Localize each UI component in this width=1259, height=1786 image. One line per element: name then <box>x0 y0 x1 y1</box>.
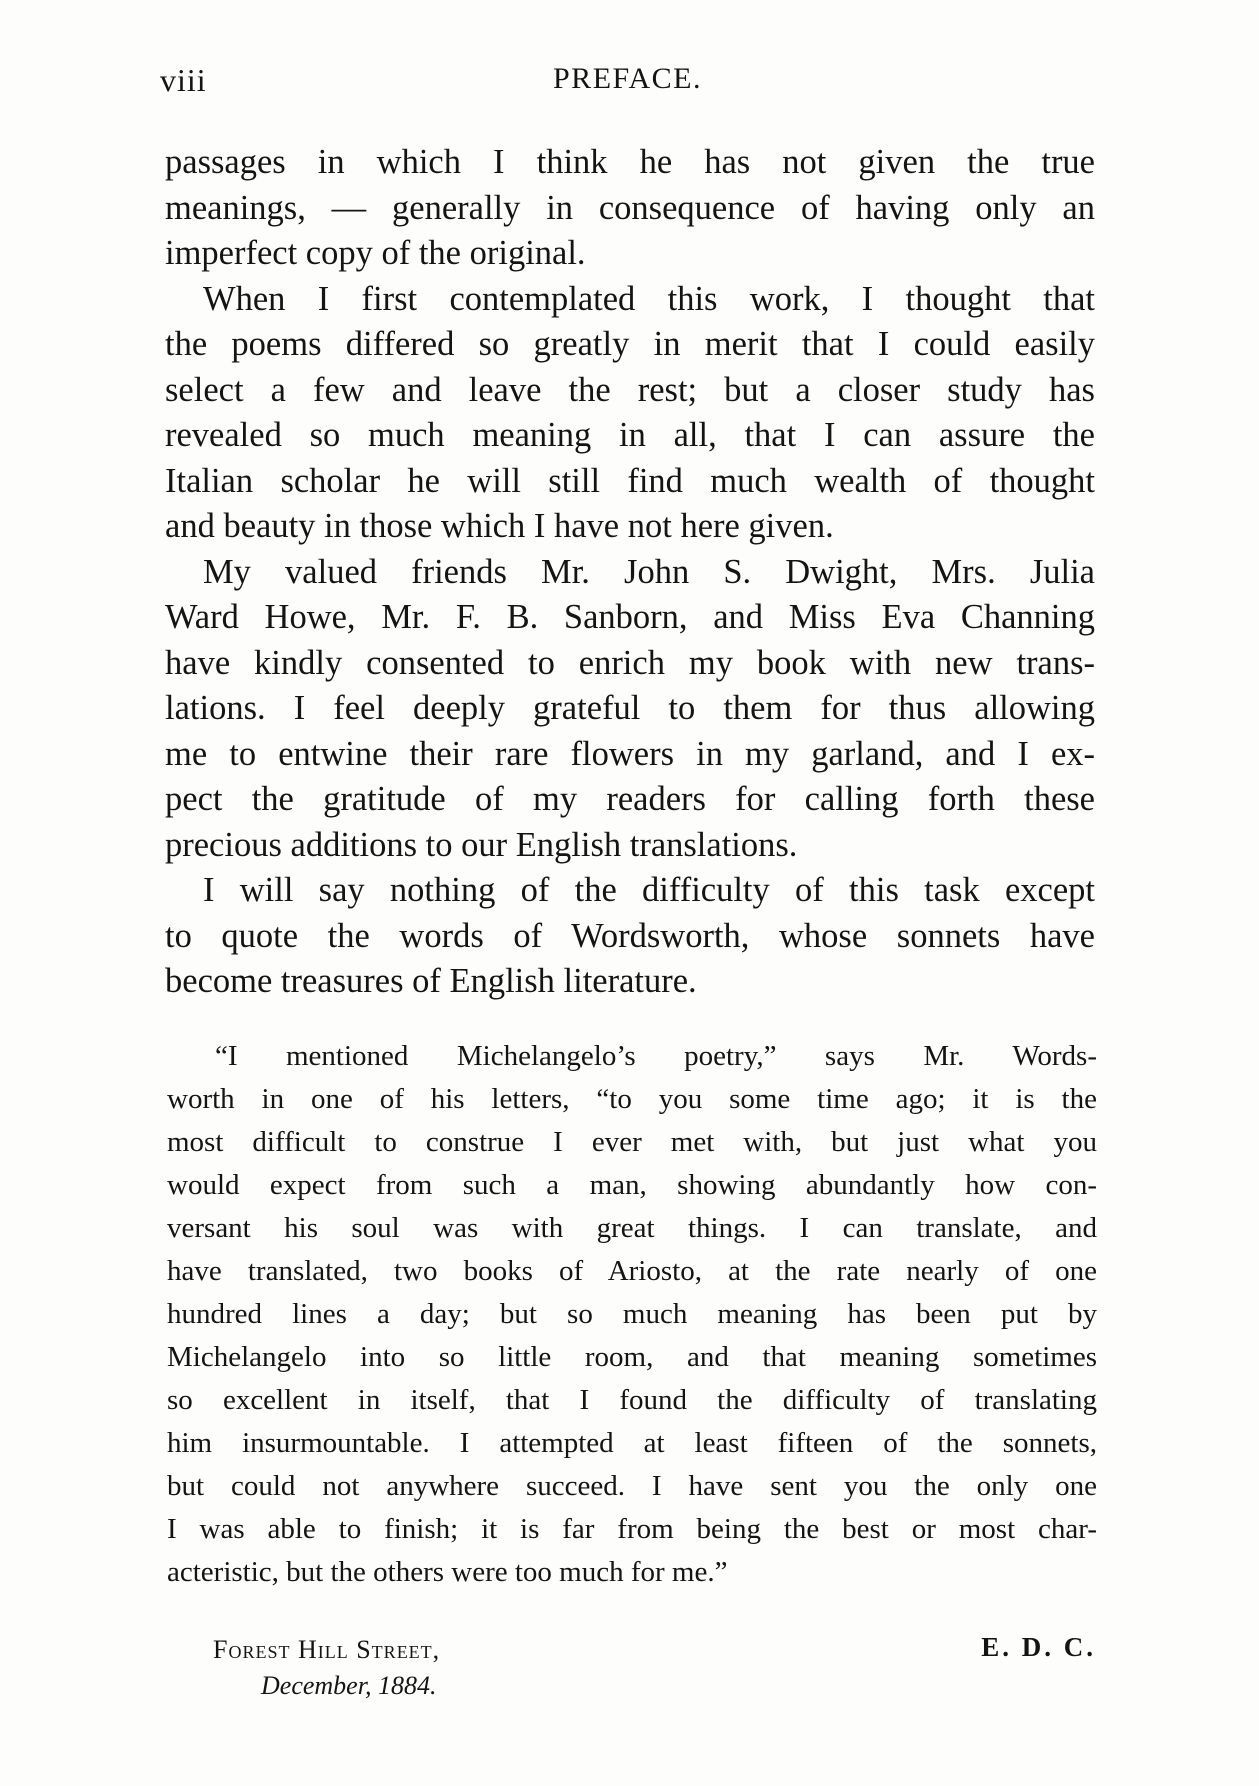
page-number: viii <box>160 62 207 98</box>
text-line: imperfect copy of the original. <box>165 234 586 272</box>
paragraph-2 <box>165 277 1095 550</box>
text-line: and beauty in those which I have not here given. <box>165 507 834 545</box>
text-line: lations. I feel deeply grateful to them for thus allowing <box>165 689 1095 727</box>
text-line: When I first contemplated this work, I thought that <box>203 279 1095 318</box>
text-line: select a few and leave the rest; but a closer study has <box>165 370 1095 409</box>
text-line: the poems differed so greatly in merit that I could easily <box>165 325 1095 363</box>
text-line: revealed so much meaning in all, that I can assure the <box>165 416 1095 454</box>
text-line: become treasures of English literature. <box>165 962 697 1000</box>
text-line: me to entwine their rare flowers in my garland, and I ex- <box>165 734 1095 773</box>
running-title: PREFACE. <box>553 62 702 95</box>
quote-line: worth in one of his letters, “to you some time ago; it is the <box>167 1083 1097 1115</box>
text-line: Italian scholar he will still find much wealth of thought <box>165 461 1095 500</box>
block-quote <box>167 1035 1097 1594</box>
paragraph-3 <box>165 550 1095 869</box>
signoff-place: Forest Hill Street, <box>213 1635 441 1664</box>
text-line: Ward Howe, Mr. F. B. Sanborn, and Miss Eva Channing <box>165 598 1095 636</box>
quote-line: versant his soul was with great things. I can translate, and <box>167 1212 1097 1244</box>
quote-line: so excellent in itself, that I found the difficulty of translating <box>167 1384 1097 1416</box>
quote-line: but could not anywhere succeed. I have sent you the only one <box>167 1470 1097 1502</box>
quote-line: would expect from such a man, showing abundantly how con- <box>167 1169 1097 1201</box>
text-line: My valued friends Mr. John S. Dwight, Mrs. Julia <box>203 552 1095 591</box>
quote-line: have translated, two books of Ariosto, at the rate nearly of one <box>167 1255 1097 1287</box>
text-line: have kindly consented to enrich my book with new trans- <box>165 643 1095 682</box>
signoff-initials: E. D. C. <box>981 1632 1096 1662</box>
signoff-place-date <box>213 1632 440 1704</box>
quote-line: “I mentioned Michelangelo’s poetry,” says Mr. Words- <box>215 1040 1097 1072</box>
text-line: to quote the words of Wordsworth, whose sonnets have <box>165 916 1095 955</box>
text-line: pect the gratitude of my readers for calling forth these <box>165 780 1095 818</box>
quote-line: him insurmountable. I attempted at least fifteen of the sonnets, <box>167 1427 1097 1459</box>
quote-line: I was able to finish; it is far from being the best or most char- <box>167 1513 1097 1545</box>
quote-line: acteristic, but the others were too much for me.” <box>167 1556 728 1588</box>
paragraph-4 <box>165 868 1095 1005</box>
paragraph-1 <box>165 140 1095 277</box>
quote-line: most difficult to construe I ever met with, but just what you <box>167 1126 1097 1158</box>
running-head <box>160 62 1095 112</box>
text-line: passages in which I think he has not given the true <box>165 143 1095 181</box>
text-line: meanings, — generally in consequence of having only an <box>165 188 1095 227</box>
signoff-date: December, 1884. <box>261 1671 437 1700</box>
body-text <box>165 140 1095 1005</box>
text-line: precious additions to our English translations. <box>165 825 798 864</box>
quote-line: hundred lines a day; but so much meaning has been put by <box>167 1298 1097 1330</box>
text-line: I will say nothing of the difficulty of this task except <box>203 871 1095 909</box>
quote-line: Michelangelo into so little room, and that meaning sometimes <box>167 1341 1097 1373</box>
